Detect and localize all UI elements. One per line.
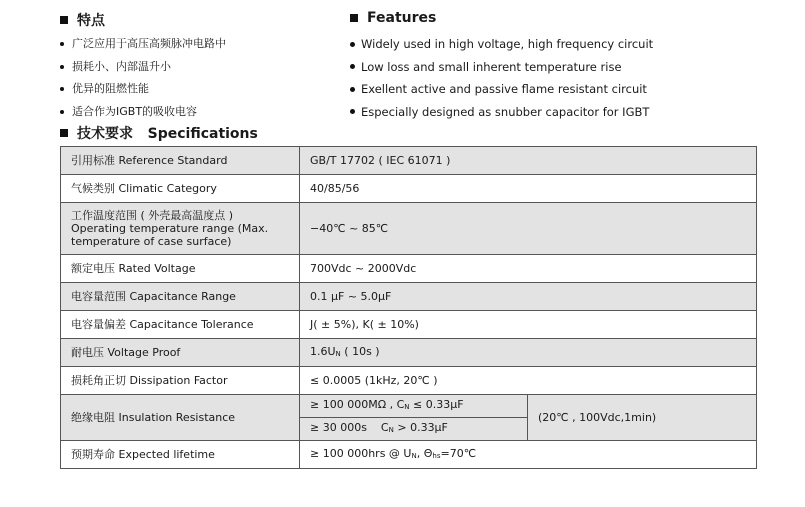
bullet-icon bbox=[350, 109, 355, 114]
spec-value: J( ± 5%), K( ± 10%) bbox=[300, 311, 757, 339]
spec-label: 引用标准 Reference Standard bbox=[61, 147, 300, 175]
spec-label: 电容量偏差 Capacitance Tolerance bbox=[61, 311, 300, 339]
specifications-heading bbox=[60, 123, 258, 143]
table-row bbox=[61, 395, 757, 418]
spec-value: ≥ 100 000MΩ , $C_N \le 0.33\mu F$ bbox=[300, 395, 528, 418]
table-row bbox=[61, 147, 757, 175]
features-en-title: Features bbox=[367, 10, 437, 26]
features-en-list bbox=[350, 33, 653, 123]
spec-label: 损耗角正切 Dissipation Factor bbox=[61, 367, 300, 395]
spec-value: ≥ 30 000s $C_N > 0.33\mu F$ bbox=[300, 418, 528, 441]
features-zh-list bbox=[60, 33, 226, 123]
spec-value: 40/85/56 bbox=[300, 175, 757, 203]
spec-value: GB/T 17702 ( IEC 61071 ) bbox=[300, 147, 757, 175]
table-row bbox=[61, 367, 757, 395]
spec-label: 气候类别 Climatic Category bbox=[61, 175, 300, 203]
spec-value: −40℃ ~ 85℃ bbox=[300, 203, 757, 255]
table-row bbox=[61, 441, 757, 469]
bullet-icon bbox=[350, 64, 355, 69]
list-item: 适合作为IGBT的吸收电容 bbox=[60, 101, 226, 124]
bullet-icon bbox=[60, 110, 64, 114]
features-zh-heading bbox=[60, 10, 105, 30]
specifications-table bbox=[60, 146, 757, 469]
features-en-heading bbox=[350, 10, 436, 26]
spec-value: ≤ 0.0005 (1kHz, 20℃ ) bbox=[300, 367, 757, 395]
square-bullet-icon bbox=[60, 129, 68, 137]
list-item: Especially designed as snubber capacitor for IGBT bbox=[350, 101, 653, 124]
bullet-icon bbox=[350, 42, 355, 47]
spec-label: 电容量范围 Capacitance Range bbox=[61, 283, 300, 311]
list-item: Widely used in high voltage, high frequency circuit bbox=[350, 33, 653, 56]
specifications-title: 技术要求 Specifications bbox=[77, 126, 258, 142]
list-item: Exellent active and passive flame resistant circuit bbox=[350, 78, 653, 101]
table-row bbox=[61, 175, 757, 203]
list-item: Low loss and small inherent temperature rise bbox=[350, 56, 653, 79]
table-row bbox=[61, 283, 757, 311]
spec-condition: (20℃ , 100Vdc,1min) bbox=[528, 395, 757, 441]
spec-value: $1.6U_N$ ( 10s ) bbox=[300, 339, 757, 367]
list-item: 损耗小、内部温升小 bbox=[60, 56, 226, 79]
table-row bbox=[61, 203, 757, 255]
bullet-icon bbox=[350, 87, 355, 92]
table-row bbox=[61, 339, 757, 367]
table-row bbox=[61, 311, 757, 339]
spec-value: 700Vdc ~ 2000Vdc bbox=[300, 255, 757, 283]
spec-label: 耐电压 Voltage Proof bbox=[61, 339, 300, 367]
list-item: 优异的阻燃性能 bbox=[60, 78, 226, 101]
table-row bbox=[61, 255, 757, 283]
bullet-icon bbox=[60, 87, 64, 91]
list-item: 广泛应用于高压高频脉冲电路中 bbox=[60, 33, 226, 56]
spec-label: 绝缘电阻 Insulation Resistance bbox=[61, 395, 300, 441]
spec-label: 额定电压 Rated Voltage bbox=[61, 255, 300, 283]
square-bullet-icon bbox=[60, 16, 68, 24]
bullet-icon bbox=[60, 65, 64, 69]
spec-value: 0.1 μF ~ 5.0μF bbox=[300, 283, 757, 311]
bullet-icon bbox=[60, 42, 64, 46]
spec-label: 工作温度范围 ( 外壳最高温度点 ) Operating temperature range (Max. temperature of case surface) bbox=[61, 203, 300, 255]
square-bullet-icon bbox=[350, 14, 358, 22]
spec-label: 预期寿命 Expected lifetime bbox=[61, 441, 300, 469]
features-zh-title: 特点 bbox=[77, 13, 105, 29]
spec-value: ≥ 100 000hrs @ $U_N$, $\Theta_{hs}=70℃$ bbox=[300, 441, 757, 469]
